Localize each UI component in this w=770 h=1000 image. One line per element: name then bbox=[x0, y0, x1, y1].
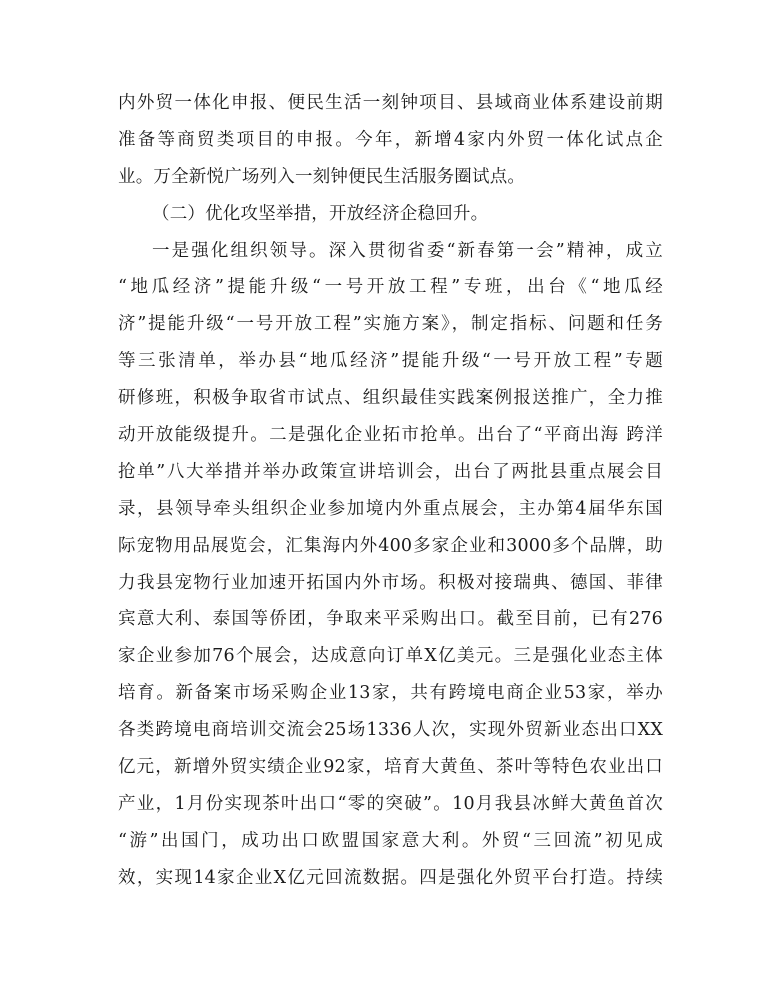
text-line-1: 内外贸一体化申报、便民生活一刻钟项目、县域商业体系建设前期 bbox=[118, 93, 663, 113]
text-line-14: 力我县宠物行业加速开拓国内外市场。积极对接瑞典、德国、菲律 bbox=[118, 572, 663, 593]
text-line-6: “地瓜经济”提能升级“一号开放工程”专班，出台《“地瓜经 bbox=[118, 277, 663, 298]
text-line-9: 研修班，积极争取省市试点、组织最佳实践案例报送推广，全力推 bbox=[118, 388, 663, 409]
text-line-12: 录，县领导牵头组织企业参加境内外重点展会，主办第4届华东国 bbox=[118, 498, 663, 519]
text-line-2: 准备等商贸类项目的申报。今年，新增4家内外贸一体化试点企 bbox=[118, 129, 663, 150]
text-line-7: 济”提能升级“一号开放工程”实施方案》，制定指标、问题和任务 bbox=[118, 314, 663, 335]
text-line-16: 家企业参加76个展会，达成意向订单X亿美元。三是强化业态主体 bbox=[118, 646, 663, 667]
text-line-3: 业。万全新悦广场列入一刻钟便民生活服务圈试点。 bbox=[118, 166, 526, 187]
text-line-13: 际宠物用品展览会，汇集海内外400多家企业和3000多个品牌，助 bbox=[118, 535, 663, 556]
text-line-5: 一是强化组织领导。深入贯彻省委“新春第一会”精神，成立 bbox=[152, 240, 663, 261]
text-line-15: 宾意大利、泰国等侨团，争取来平采购出口。截至目前，已有276 bbox=[118, 609, 663, 630]
text-line-19: 亿元，新增外贸实绩企业92家，培育大黄鱼、茶叶等特色农业出口 bbox=[118, 757, 663, 778]
text-line-21: “游”出国门，成功出口欧盟国家意大利。外贸“三回流”初见成 bbox=[118, 830, 663, 851]
body-text bbox=[118, 85, 663, 897]
text-line-18: 各类跨境电商培训交流会25场1336人次，实现外贸新业态出口XX bbox=[118, 720, 663, 741]
section-heading: （二）优化攻坚举措，开放经济企稳回升。 bbox=[152, 203, 489, 224]
text-line-17: 培育。新备案市场采购企业13家，共有跨境电商企业53家，举办 bbox=[118, 683, 663, 704]
text-line-10: 动开放能级提升。二是强化企业拓市抢单。出台了“平商出海 跨洋 bbox=[118, 425, 663, 446]
text-line-11: 抢单”八大举措并举办政策宣讲培训会，出台了两批县重点展会目 bbox=[118, 461, 663, 482]
text-line-22: 效，实现14家企业X亿元回流数据。四是强化外贸平台打造。持续 bbox=[118, 867, 663, 888]
text-line-8: 等三张清单，举办县“地瓜经济”提能升级“一号开放工程”专题 bbox=[118, 351, 663, 372]
text-line-20: 产业，1月份实现茶叶出口“零的突破”。10月我县冰鲜大黄鱼首次 bbox=[118, 793, 663, 814]
